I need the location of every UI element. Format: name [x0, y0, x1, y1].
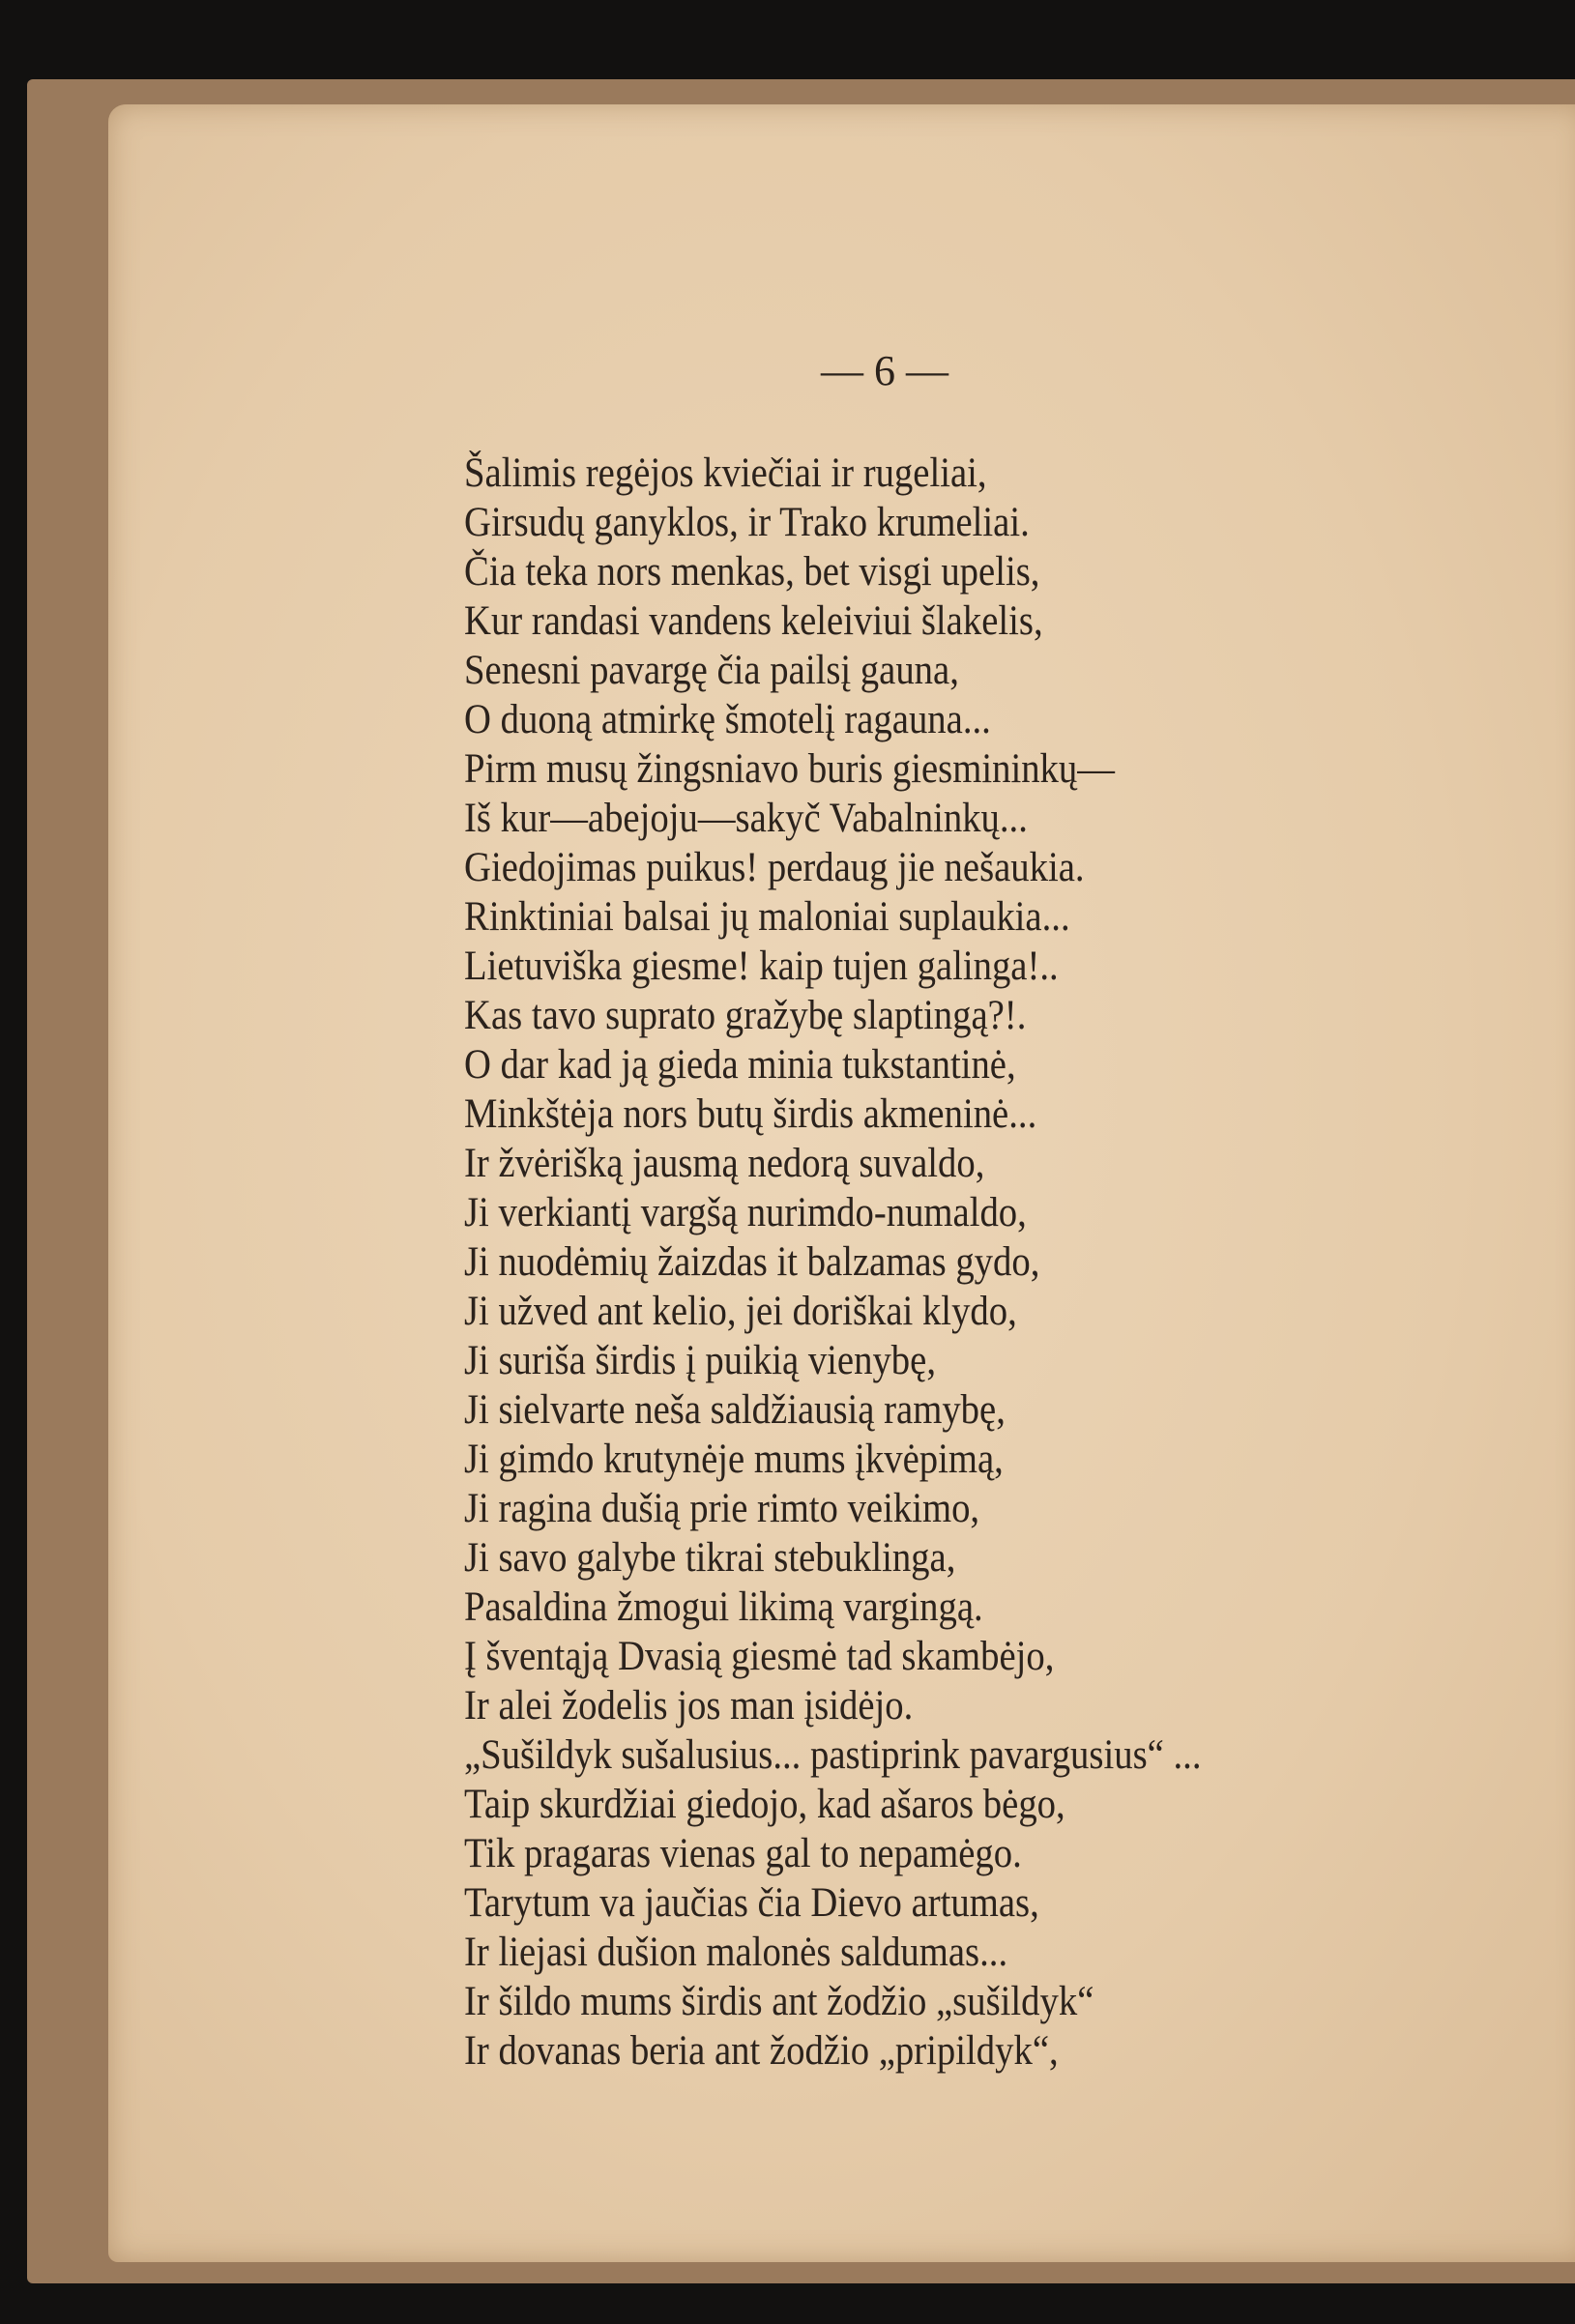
poem-line: Čia teka nors menkas, bet visgi upelis,	[464, 549, 1040, 595]
poem-line: Ji savo galybe tikrai stebuklinga,	[464, 1535, 956, 1581]
poem-line: Į šventąją Dvasią giesmė tad skambėjo,	[464, 1634, 1055, 1679]
poem-line: Senesni pavargę čia pailsį gauna,	[464, 648, 959, 693]
poem-line: O duoną atmirkę šmotelį ragauna...	[464, 697, 991, 742]
poem-line: Ji ragina dušią prie rimto veikimo,	[464, 1486, 980, 1531]
poem-line: Ji gimdo krutynėje mums įkvėpimą,	[464, 1437, 1004, 1482]
poem-line: Ir dovanas beria ant žodžio „pripildyk“,	[464, 2028, 1059, 2074]
poem-line: Šalimis regėjos kviečiai ir rugeliai,	[464, 450, 987, 496]
poem-line: Ir žvėrišką jausmą nedorą suvaldo,	[464, 1141, 985, 1186]
poem-line: Pasaldina žmogui likimą vargingą.	[464, 1584, 983, 1630]
poem-line: Girsudų ganyklos, ir Trako krumeliai.	[464, 500, 1030, 545]
poem-line: Lietuviška giesme! kaip tujen galinga!..	[464, 944, 1059, 989]
poem-line: Taip skurdžiai giedojo, kad ašaros bėgo,	[464, 1782, 1065, 1827]
poem-line: Ji nuodėmių žaizdas it balzamas gydo,	[464, 1239, 1040, 1285]
poem-line: Kas tavo suprato gražybę slaptingą?!.	[464, 993, 1027, 1038]
poem-line: Ji sielvarte neša saldžiausią ramybę,	[464, 1387, 1006, 1433]
poem-line: Ir alei žodelis jos man įsidėjo.	[464, 1683, 914, 1728]
poem-line: „Sušildyk sušalusius... pastiprink pavargusius“ ...	[464, 1732, 1202, 1778]
poem-line: Ir liejasi dušion malonės saldumas...	[464, 1930, 1008, 1975]
poem-line: O dar kad ją gieda minia tukstantinė,	[464, 1042, 1016, 1088]
poem-line: Ji verkiantį vargšą nurimdo-numaldo,	[464, 1190, 1027, 1235]
poem-line: Tarytum va jaučias čia Dievo artumas,	[464, 1880, 1039, 1926]
poem-line: Ji suriša širdis į puikią vienybę,	[464, 1338, 937, 1383]
poem-line: Giedojimas puikus! perdaug jie nešaukia.	[464, 845, 1085, 890]
poem-line: Kur randasi vandens keleiviui šlakelis,	[464, 598, 1043, 644]
poem-line: Iš kur—abejoju—sakyč Vabalninkų...	[464, 796, 1028, 841]
page-number: — 6 —	[821, 347, 948, 394]
poem-line: Minkštėja nors butų širdis akmeninė...	[464, 1091, 1037, 1137]
poem-line: Tik pragaras vienas gal to nepamėgo.	[464, 1831, 1022, 1876]
poem-line: Ji užved ant kelio, jei doriškai klydo,	[464, 1289, 1017, 1334]
poem-text	[464, 449, 1202, 2076]
poem-line: Pirm musų žingsniavo buris giesmininkų—	[464, 746, 1115, 792]
poem-line: Rinktiniai balsai jų maloniai suplaukia...	[464, 894, 1070, 940]
poem-line: Ir šildo mums širdis ant žodžio „sušildyk“	[464, 1979, 1094, 2024]
